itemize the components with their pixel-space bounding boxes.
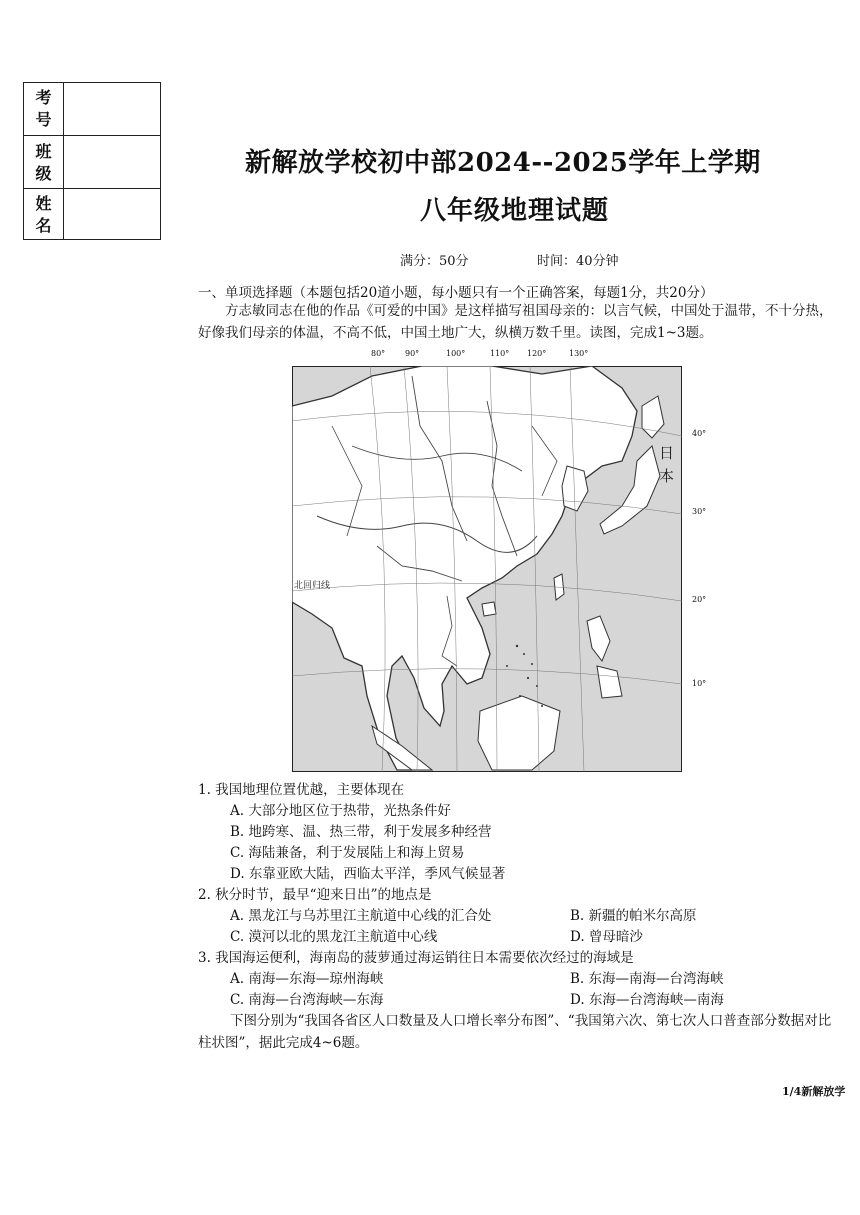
name-label: 姓 名 bbox=[24, 189, 64, 240]
lat-label: 40° bbox=[692, 429, 707, 438]
question-3-option-d: D. 东海—台湾海峡—南海 bbox=[570, 992, 724, 1008]
lon-label: 90° bbox=[405, 349, 420, 358]
japan-label-2: 本 bbox=[659, 467, 675, 485]
exam-title: 新解放学校初中部2024--2025学年上学期 bbox=[245, 148, 761, 178]
question-2-option-a: A. 黑龙江与乌苏里江主航道中心线的汇合处 bbox=[230, 908, 492, 924]
question-1-option-c: C. 海陆兼备，利于发展陆上和海上贸易 bbox=[230, 845, 465, 861]
exam-number-label: 考 号 bbox=[24, 83, 64, 135]
class-row bbox=[24, 135, 160, 189]
exam-subtitle: 八年级地理试题 bbox=[420, 196, 610, 226]
full-score: 满分：50分 bbox=[400, 254, 469, 269]
question-3-option-c: C. 南海—台湾海峡—东海 bbox=[230, 992, 384, 1008]
japan-label-1: 日 bbox=[659, 444, 675, 462]
section-title: 一、单项选择题（本题包括20道小题，每小题只有一个正确答案，每题1分，共20分） bbox=[198, 285, 714, 301]
question-2-option-b: B. 新疆的帕米尔高原 bbox=[570, 908, 697, 924]
lon-label: 80° bbox=[371, 349, 386, 358]
question-1-option-a: A. 大部分地区位于热带，光热条件好 bbox=[230, 803, 451, 819]
student-info-box bbox=[23, 82, 161, 240]
lon-label: 130° bbox=[569, 349, 589, 358]
east-asia-map bbox=[292, 366, 682, 772]
question-2-option-c: C. 漠河以北的黑龙江主航道中心线 bbox=[230, 929, 438, 945]
class-label: 班 级 bbox=[24, 136, 64, 189]
lon-label: 110° bbox=[490, 349, 510, 358]
lat-label: 10° bbox=[692, 679, 707, 688]
question-3-option-b: B. 东海—南海—台湾海峡 bbox=[570, 971, 724, 987]
exam-number-row bbox=[24, 83, 160, 135]
closing-paragraph: 下图分别为“我国各省区人口数量及人口增长率分布图”、“我国第六次、第七次人口普查部分数据对比柱状图”，据此完成4~6题。 bbox=[198, 1013, 832, 1051]
question-2-stem: 2. 秋分时节，最早“迎来日出”的地点是 bbox=[198, 887, 432, 903]
question-2-option-d: D. 曾母暗沙 bbox=[570, 929, 643, 945]
exam-time: 时间：40分钟 bbox=[537, 254, 619, 269]
question-1-option-b: B. 地跨寒、温、热三带，利于发展多种经营 bbox=[230, 824, 492, 840]
intro-paragraph: 方志敏同志在他的作品《可爱的中国》是这样描写祖国母亲的：以言气候，中国处于温带，不十分热，好像我们母亲的体温，不高不低，中国土地广大，纵横万数千里。读图，完成1~3题。 bbox=[198, 303, 833, 341]
lat-label: 20° bbox=[692, 595, 707, 604]
name-row bbox=[24, 188, 160, 240]
question-3-stem: 3. 我国海运便利，海南岛的菠萝通过海运销往日本需要依次经过的海域是 bbox=[198, 950, 634, 966]
lat-label: 30° bbox=[692, 507, 707, 516]
question-3-option-a: A. 南海—东海—琼州海峡 bbox=[230, 971, 384, 987]
question-1-option-d: D. 东靠亚欧大陆，西临太平洋，季风气候显著 bbox=[230, 866, 506, 882]
tropic-label: 北回归线 bbox=[294, 581, 331, 591]
lon-label: 120° bbox=[527, 349, 547, 358]
lon-label: 100° bbox=[446, 349, 466, 358]
question-1-stem: 1. 我国地理位置优越，主要体现在 bbox=[198, 782, 405, 798]
page-footer: 1/4新解放学 bbox=[782, 1085, 846, 1098]
